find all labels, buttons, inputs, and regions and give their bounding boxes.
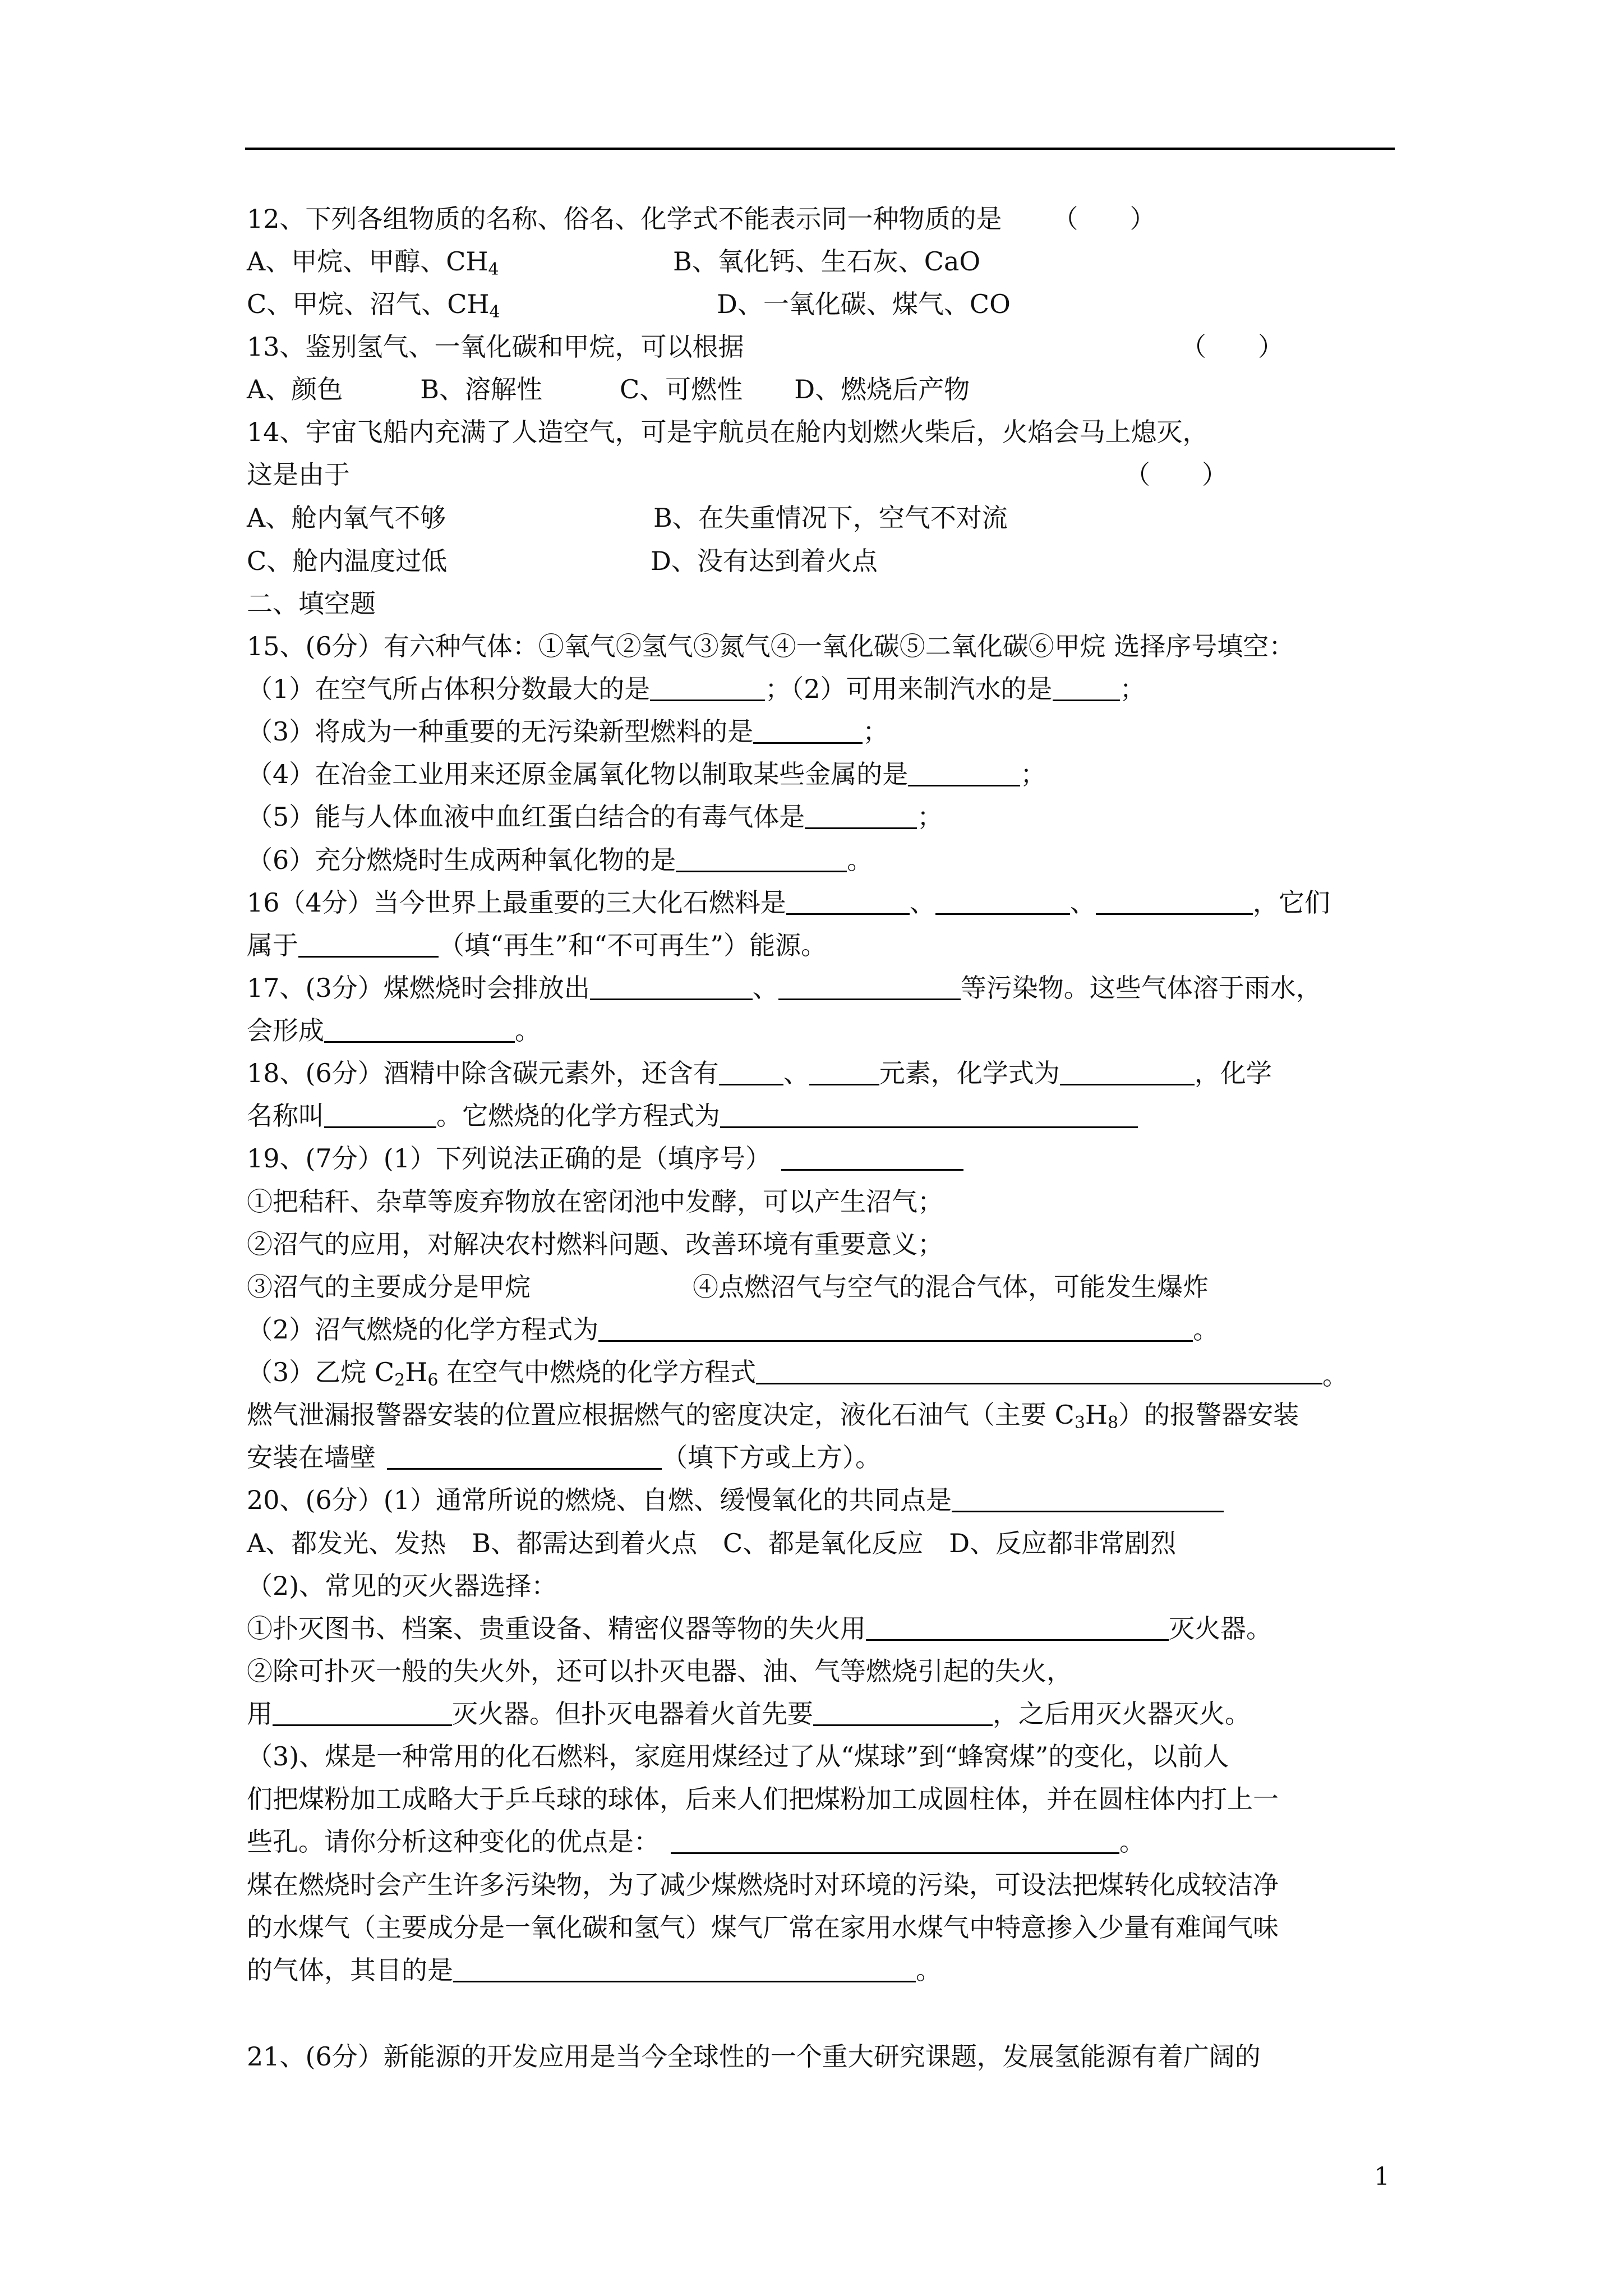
q20-part-3c: 些孔。请你分析这种变化的优点是： 。 xyxy=(247,1826,1145,1857)
q14-stem-2: 这是由于 xyxy=(247,459,350,490)
q19-statement-3: ③沼气的主要成分是甲烷 xyxy=(247,1272,531,1302)
section-title: 二、填空题 xyxy=(247,588,376,619)
q12-stem: 12、下列各组物质的名称、俗名、化学式不能表示同一种物质的是 xyxy=(247,204,1002,234)
q15-stem: 15、(6分）有六种气体：①氧气②氢气③氮气④一氧化碳⑤二氧化碳⑥甲烷 选择序号填空： xyxy=(247,631,1295,661)
q20-blank-5[interactable] xyxy=(671,1828,1119,1854)
q20-blank-1[interactable] xyxy=(952,1486,1224,1512)
q17-line-2: 会形成 。 xyxy=(247,1015,541,1046)
q20-blank-4[interactable] xyxy=(813,1700,993,1726)
q20-options: A、都发光、发热 B、都需达到着火点 C、都是氧化反应 D、反应都非常剧烈 xyxy=(247,1528,1177,1558)
q20-part-3a: （3)、煤是一种常用的化石燃料，家庭用煤经过了从“煤球”到“蜂窝煤”的变化，以前人 xyxy=(247,1741,1229,1772)
q15-line-3: （4）在冶金工业用来还原金属氧化物以制取某些金属的是 ； xyxy=(247,759,1046,789)
q15-line-5: （6）充分燃烧时生成两种氧化物的是 。 xyxy=(247,845,873,875)
q15-line-1: （1）在空气所占体积分数最大的是 ；（2）可用来制汽水的是 ； xyxy=(247,674,1146,704)
q12-options-ab xyxy=(247,245,981,279)
q16-blank-1[interactable] xyxy=(786,889,910,915)
q20-part-2-title: （2)、常见的灭火器选择： xyxy=(247,1571,557,1601)
q18-blank-5[interactable] xyxy=(720,1102,1138,1128)
header-rule xyxy=(245,148,1395,150)
q20-blank-2[interactable] xyxy=(866,1614,1169,1641)
q16-blank-4[interactable] xyxy=(298,931,439,958)
q18-blank-3[interactable] xyxy=(1060,1059,1195,1085)
q12-option-b: B、氧化钙、生石灰、CaO xyxy=(673,246,981,277)
q12-option-c: C、甲烷、沼气、$CH_4$ xyxy=(247,289,500,322)
q13-answer-paren: （ ） xyxy=(1181,332,1284,362)
q12-answer-paren: （ ） xyxy=(1052,204,1156,234)
q15-line-4: （5）能与人体血液中血红蛋白结合的有毒气体是 ； xyxy=(247,802,943,832)
q13-stem: 13、鉴别氢气、一氧化碳和甲烷，可以根据 xyxy=(247,332,744,362)
q18-blank-4[interactable] xyxy=(324,1102,436,1128)
q14-answer-paren: （ ） xyxy=(1124,459,1228,490)
q14-option-d: D、没有达到着火点 xyxy=(651,546,878,576)
q17-line-1: 17、(3分）煤燃烧时会排放出 、 等污染物。这些气体溶于雨水， xyxy=(247,973,1322,1003)
q17-blank-2[interactable] xyxy=(778,974,961,1000)
q19-blank-4[interactable] xyxy=(387,1443,662,1470)
q13-options: A、颜色 B、溶解性 C、可燃性 D、燃烧后产物 xyxy=(247,374,970,404)
q14-stem-1: 14、宇宙飞船内充满了人造空气，可是宇航员在舱内划燃火柴后，火焰会马上熄灭， xyxy=(247,417,1209,447)
q20-part-2c: 用 灭火器。但扑灭电器着火首先要 ，之后用灭火器灭火。 xyxy=(247,1699,1251,1729)
q14-option-b: B、在失重情况下，空气不对流 xyxy=(653,503,1008,533)
q19-part-3: （3）乙烷 $C_2H_6$ 在空气中燃烧的化学方程式 。 xyxy=(247,1357,1349,1391)
q12-option-d: D、一氧化碳、煤气、CO xyxy=(717,289,1011,319)
q19-line-1: 19、(7分）(1）下列说法正确的是（填序号） xyxy=(247,1142,963,1175)
q15-blank-6[interactable] xyxy=(676,846,847,872)
q14-options-ab xyxy=(247,501,1008,535)
page-number: 1 xyxy=(1374,2162,1390,2191)
q19-blank-2[interactable] xyxy=(598,1315,1193,1342)
q14-option-a: A、舱内氧气不够 xyxy=(247,503,446,533)
q12-options-cd xyxy=(247,287,1011,322)
q14-option-c: C、舱内温度过低 xyxy=(247,546,448,576)
q16-line-2: 属于 （填“再生”和“不可再生”）能源。 xyxy=(247,930,827,960)
q15-blank-1[interactable] xyxy=(650,675,765,701)
q19-part-5: 安装在墙壁 （填下方或上方）。 xyxy=(247,1442,881,1473)
q16-blank-2[interactable] xyxy=(935,889,1070,915)
q18-blank-1[interactable] xyxy=(719,1059,783,1085)
q19-part-2: （2）沼气燃烧的化学方程式为 。 xyxy=(247,1314,1219,1345)
q17-blank-1[interactable] xyxy=(590,974,753,1000)
q13-stem-line xyxy=(247,330,1284,364)
q19-statement-2: ②沼气的应用，对解决农村燃料问题、改善环境有重要意义； xyxy=(247,1229,943,1259)
q19-blank-3[interactable] xyxy=(756,1358,1322,1384)
q15-blank-3[interactable] xyxy=(753,717,863,744)
q20-line-1: 20、(6分）(1）通常所说的燃烧、自燃、缓慢氧化的共同点是 xyxy=(247,1483,1224,1517)
q15-line-2: （3）将成为一种重要的无污染新型燃料的是 ； xyxy=(247,716,889,747)
q16-blank-3[interactable] xyxy=(1096,889,1253,915)
q20-part-3b: 们把煤粉加工成略大于乒乓球的球体，后来人们把煤粉加工成圆柱体，并在圆柱体内打上一 xyxy=(247,1784,1279,1814)
q15-blank-4[interactable] xyxy=(908,760,1020,786)
q20-blank-6[interactable] xyxy=(453,1956,916,1982)
q12-stem-line xyxy=(247,202,1156,236)
q15-blank-5[interactable] xyxy=(805,803,917,829)
q18-blank-2[interactable] xyxy=(809,1059,879,1085)
q19-part-4: 燃气泄漏报警器安装的位置应根据燃气的密度决定，液化石油气（主要 $C_3H_8$）的报警器安装 xyxy=(247,1400,1299,1433)
q17-blank-3[interactable] xyxy=(324,1016,515,1043)
q19-statement-1: ①把秸秆、杂草等废弃物放在密闭池中发酵，可以产生沼气； xyxy=(247,1186,943,1217)
q14-stem-line-2 xyxy=(247,458,1228,491)
q18-line-2: 名称叫 。它燃烧的化学方程式为 xyxy=(247,1099,1138,1133)
q20-part-2a: ①扑灭图书、档案、贵重设备、精密仪器等物的失火用 灭火器。 xyxy=(247,1613,1272,1644)
q18-line-1: 18、(6分）酒精中除含碳元素外，还含有 、 元素，化学式为 ，化学 xyxy=(247,1058,1272,1088)
q15-blank-2[interactable] xyxy=(1053,675,1120,701)
q20-part-4c: 的气体，其目的是 。 xyxy=(247,1955,942,1985)
q19-statements-3-4 xyxy=(247,1270,1209,1304)
q20-part-4a: 煤在燃烧时会产生许多污染物，为了减少煤燃烧时对环境的污染，可设法把煤转化成较洁净 xyxy=(247,1870,1279,1900)
q16-line-1: 16（4分）当今世界上最重要的三大化石燃料是 、 、 ，它们 xyxy=(247,887,1330,918)
q21-line-1: 21、(6分）新能源的开发应用是当今全球性的一个重大研究课题，发展氢能源有着广阔的 xyxy=(247,2041,1261,2072)
q20-part-2b: ②除可扑灭一般的失火外，还可以扑灭电器、油、气等燃烧引起的失火， xyxy=(247,1656,1072,1686)
q19-statement-4: ④点燃沼气与空气的混合气体，可能发生爆炸 xyxy=(693,1272,1209,1302)
q14-options-cd xyxy=(247,544,878,578)
q20-part-4b: 的水煤气（主要成分是一氧化碳和氢气）煤气厂常在家用水煤气中特意掺入少量有难闻气味 xyxy=(247,1912,1279,1943)
q20-blank-3[interactable] xyxy=(273,1700,452,1726)
q19-blank-1[interactable] xyxy=(781,1144,963,1171)
q12-option-a: A、甲烷、甲醇、$CH_4$ xyxy=(247,246,499,279)
